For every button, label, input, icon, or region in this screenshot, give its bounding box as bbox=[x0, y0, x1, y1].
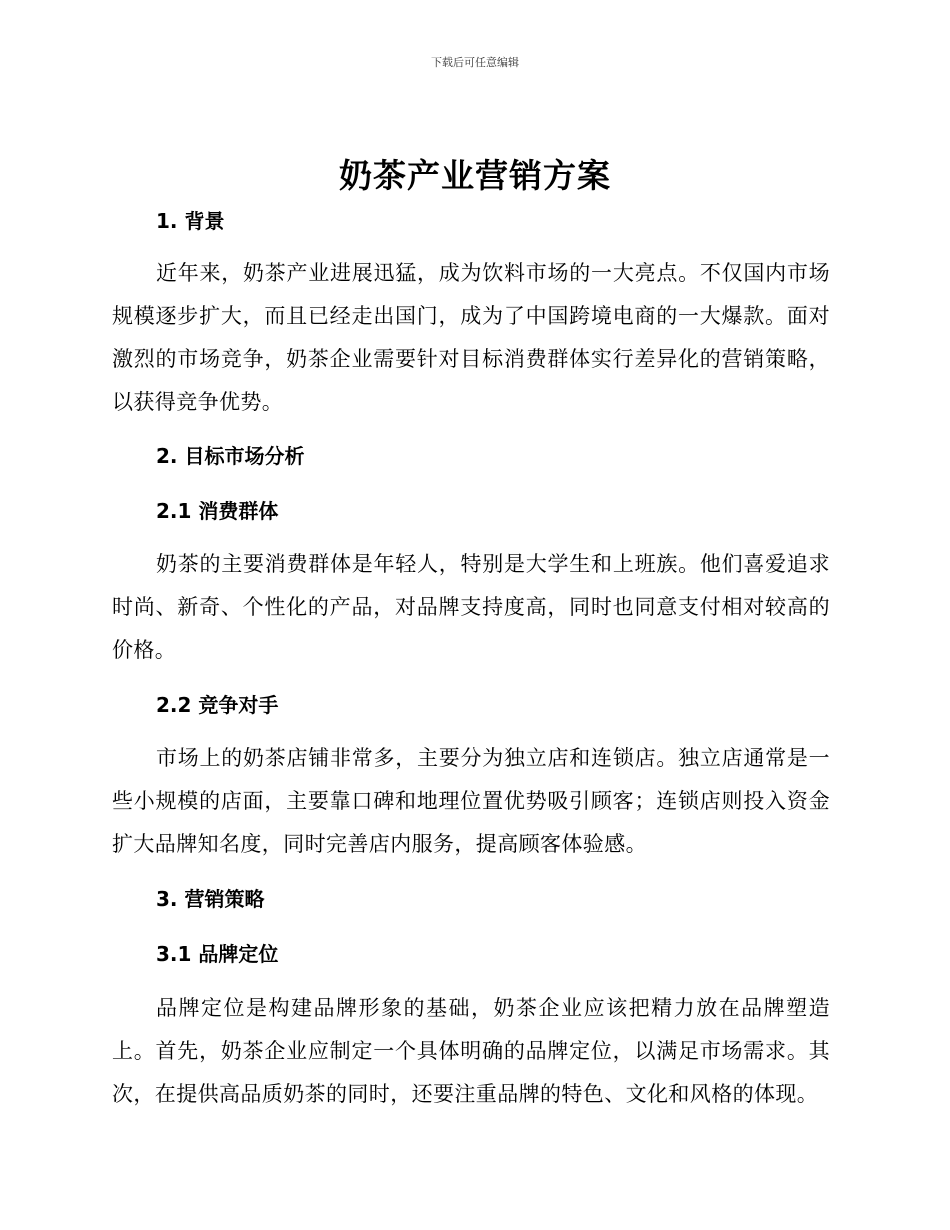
paragraph-consumer-group: 奶茶的主要消费群体是年轻人，特别是大学生和上班族。他们喜爱追求时尚、新奇、个性化的产品，对品牌支持度高，同时也同意支付相对较高的价格。 bbox=[112, 552, 830, 662]
paragraph-background: 近年来，奶茶产业进展迅猛，成为饮料市场的一大亮点。不仅国内市场规模逐步扩大，而且已经走出国门，成为了中国跨境电商的一大爆款。面对激烈的市场竞争，奶茶企业需要针对目标消费群体实行差异化的营销策略，以获得竞争优势。 bbox=[112, 261, 830, 414]
heading-competitors: 2.2 竞争对手 bbox=[156, 693, 279, 717]
heading-consumer-group: 2.1 消费群体 bbox=[156, 499, 279, 523]
header-note: 下载后可任意编辑 bbox=[431, 56, 519, 69]
paragraph-competitors: 市场上的奶茶店铺非常多，主要分为独立店和连锁店。独立店通常是一些小规模的店面，主要靠口碑和地理位置优势吸引顾客；连锁店则投入资金扩大品牌知名度，同时完善店内服务，提高顾客体验感。 bbox=[112, 746, 830, 856]
heading-brand-positioning: 3.1 品牌定位 bbox=[156, 942, 279, 966]
document-title: 奶茶产业营销方案 bbox=[339, 156, 611, 195]
paragraph-brand-positioning: 品牌定位是构建品牌形象的基础，奶茶企业应该把精力放在品牌塑造上。首先，奶茶企业应制定一个具体明确的品牌定位，以满足市场需求。其次，在提供高品质奶茶的同时，还要注重品牌的特色、文化和风格的体现。 bbox=[112, 996, 830, 1106]
heading-target-market: 2. 目标市场分析 bbox=[156, 444, 305, 468]
heading-marketing-strategy: 3. 营销策略 bbox=[156, 887, 265, 911]
heading-background: 1. 背景 bbox=[156, 209, 225, 233]
